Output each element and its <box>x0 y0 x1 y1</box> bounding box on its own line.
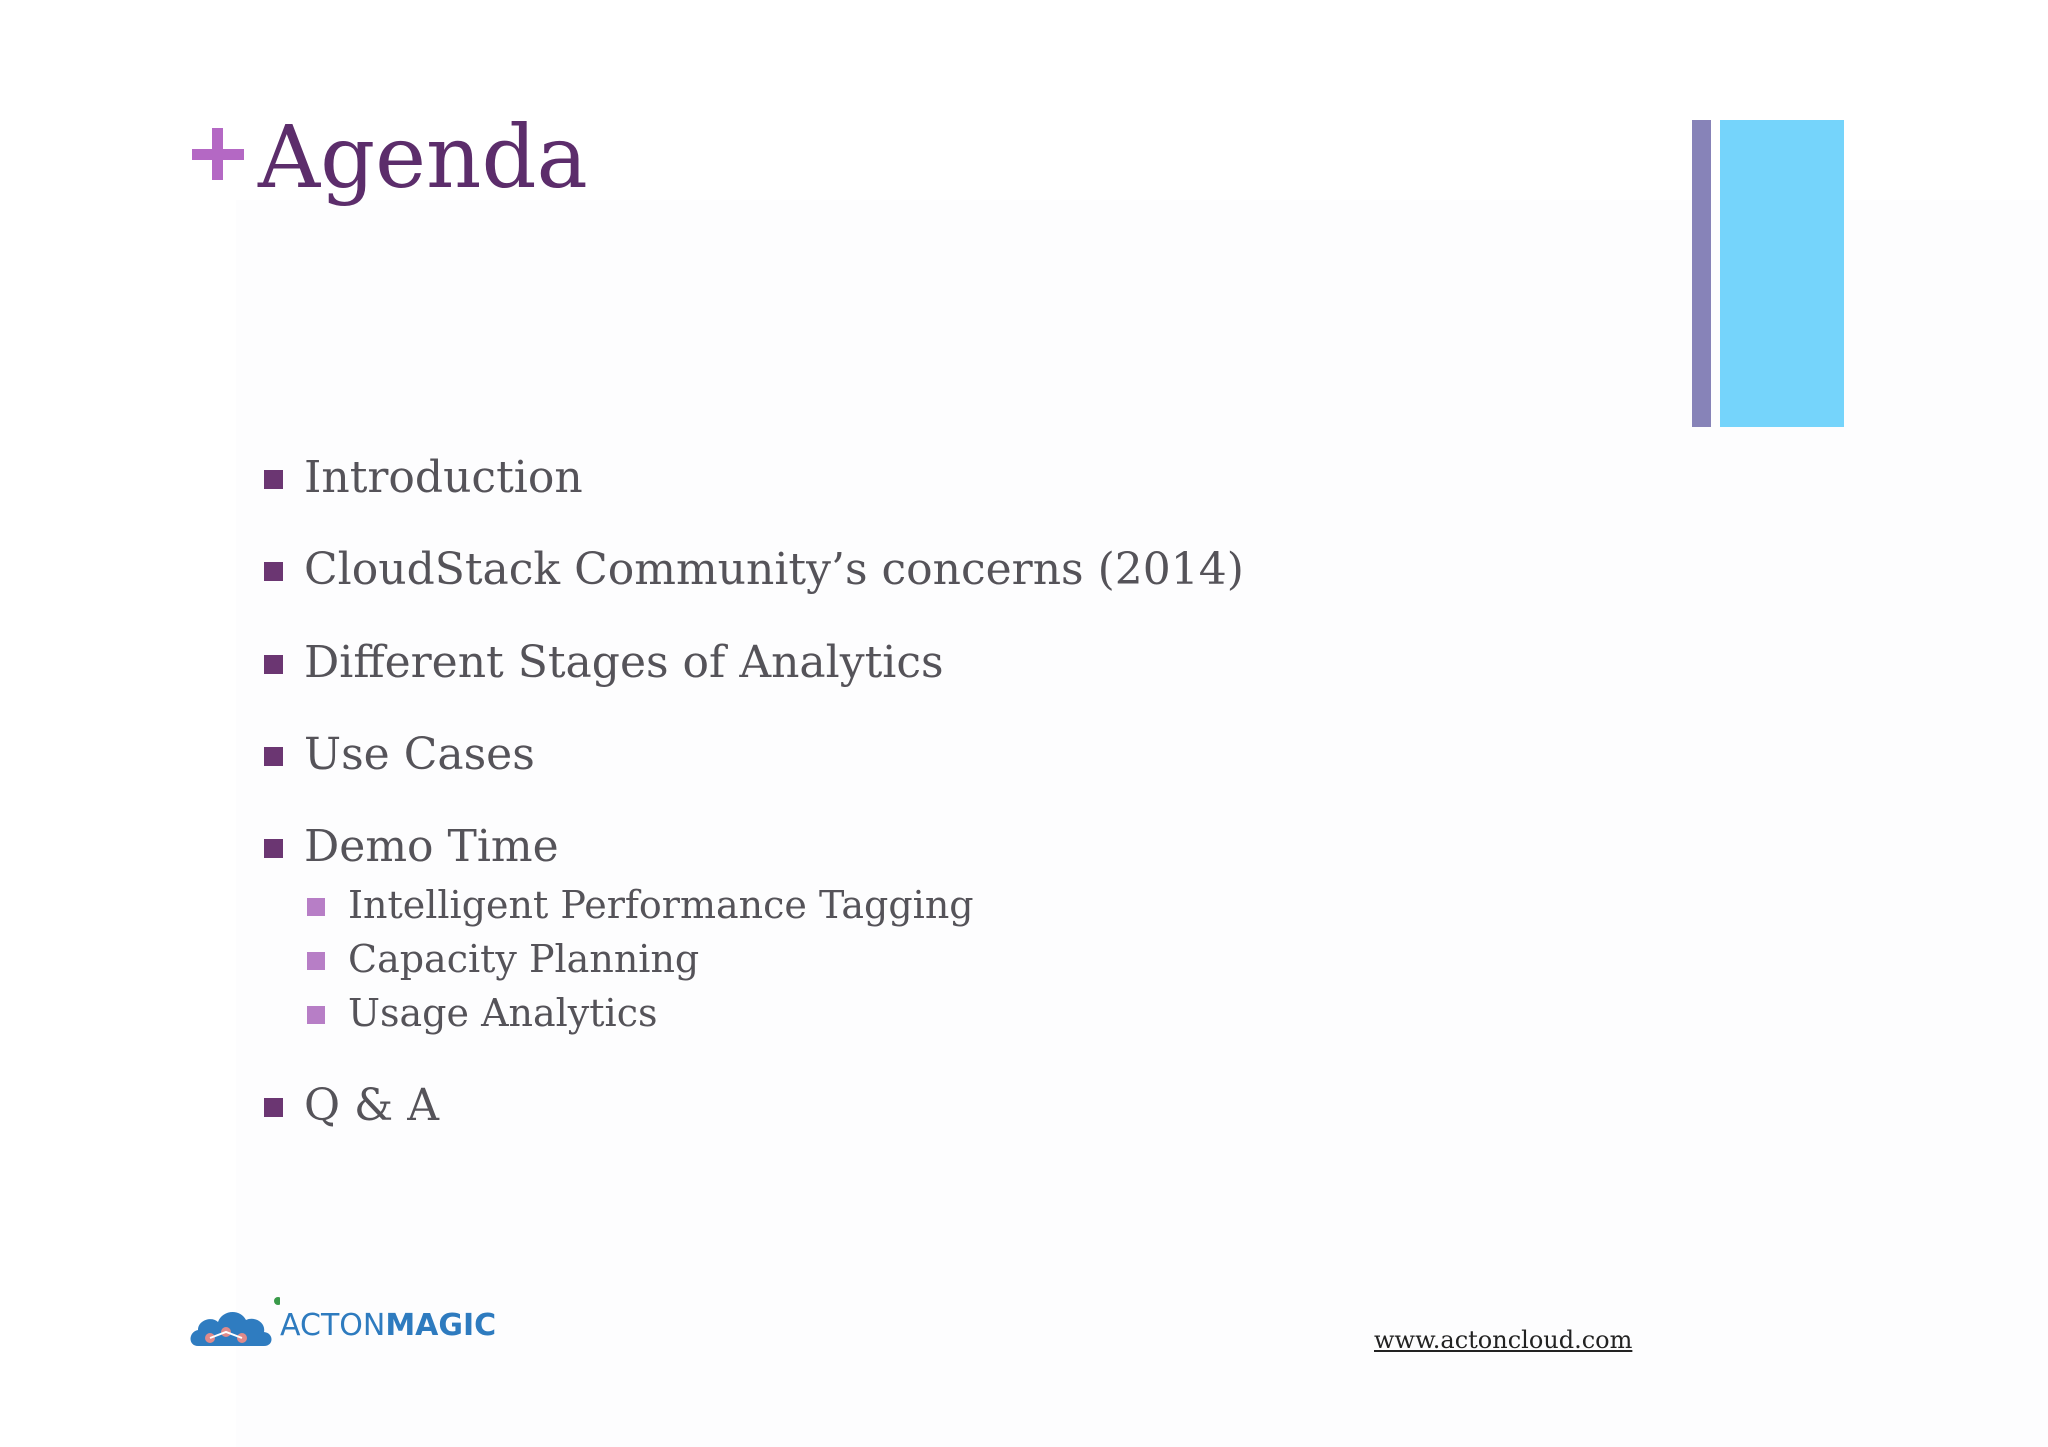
agenda-item-text: Demo Time <box>304 821 559 872</box>
agenda-item-text: Use Cases <box>304 729 535 780</box>
logo-text-acton: ACTON <box>280 1308 386 1343</box>
logo-text-magic: MAGIC <box>385 1308 497 1343</box>
agenda-item-text: CloudStack Community’s concerns (2014) <box>304 544 1244 595</box>
bullet-square-icon <box>264 747 283 766</box>
bullet-square-icon <box>307 898 325 916</box>
cloud-logo-icon <box>188 1296 280 1354</box>
agenda-item-text: Introduction <box>304 452 583 503</box>
bullet-square-icon <box>307 1006 325 1024</box>
agenda-subitem-text: Intelligent Performance Tagging <box>348 883 974 927</box>
agenda-subitem-text: Capacity Planning <box>348 937 700 981</box>
logo-wordmark <box>280 1306 496 1346</box>
agenda-item-text: Different Stages of Analytics <box>304 637 944 688</box>
company-logo <box>188 1296 497 1354</box>
agenda-subitem-text: Usage Analytics <box>348 991 658 1035</box>
bullet-square-icon <box>264 839 283 858</box>
bullet-square-icon <box>264 655 283 674</box>
bullet-square-icon <box>264 470 283 489</box>
bullet-square-icon <box>264 1098 283 1117</box>
agenda-item-text: Q & A <box>304 1080 439 1131</box>
bullet-square-icon <box>307 952 325 970</box>
bullet-square-icon <box>264 562 283 581</box>
footer-url-link[interactable]: www.actoncloud.com <box>1374 1326 1633 1354</box>
slide-title: Agenda <box>258 108 588 208</box>
